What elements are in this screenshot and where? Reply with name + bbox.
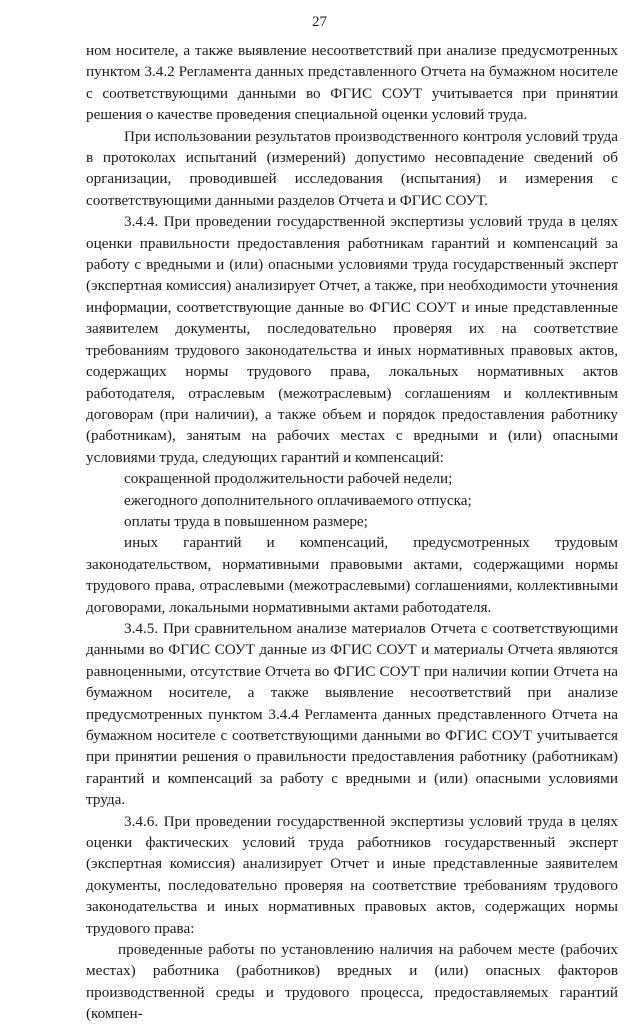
paragraph-production-control: При использовании результатов производственного контроля условий труда в протоколах испытаний (измерений) допустимо несовпадение сведений об организации, проводившей исследования (испытания) и измерения с соответствующими данными разделов Отчета и ФГИС СОУТ. — [86, 127, 618, 209]
paragraph-work-performed: проведенные работы по установлению наличия на рабочем месте (рабочих местах) работника (работников) вредных и (или) опасных факторов производственной среды и трудового процесса, предоставляемых гарантий (компен- — [86, 941, 618, 1023]
list-item-increased-pay: оплаты труда в повышенном размере; — [124, 512, 368, 530]
list-item-extra-leave: ежегодного дополнительного оплачиваемого отпуска; — [124, 491, 472, 509]
paragraph-3-4-4: 3.4.4. При проведении государственной экспертизы условий труда в целях оценки правильности предоставления работникам гарантий и компенсаций за работу с вредными и (или) опасными условиями труда государственный эксперт (экспертная комиссия) анализирует Отчет, а также, при необходимости уточнения информации, соответствующие данные во ФГИС СОУТ и иные представленные заявителем документы, последовательно проверяя их на соответствие требованиям трудового законодательства и иных нормативных правовых актов, содержащих нормы трудового права, локальных нормативных актов работодателя, отраслевым (межотраслевым) соглашениям и коллективным договорам (при наличии), а также объем и порядок предоставления работнику (работникам), занятым на рабочих местах с вредными и (или) опасными условиями труда, следующих гарантий и компенсаций: — [86, 213, 618, 466]
list-item-short-week: сокращенной продолжительности рабочей недели; — [124, 470, 453, 488]
list-item-other-guarantees: иных гарантий и компенсаций, предусмотренных трудовым законодательством, нормативными правовыми актами, содержащими нормы трудового права, отраслевыми (межотраслевыми) соглашениями, коллективными договорами, локальными нормативными актами работодателя. — [86, 534, 618, 616]
document-body — [86, 40, 618, 1025]
paragraph-3-4-5: 3.4.5. При сравнительном анализе материалов Отчета с соответствующими данными во ФГИС СОУТ данные из ФГИС СОУТ и материалы Отчета являются равноценными, отсутствие Отчета во ФГИС СОУТ при наличии копии Отчета на бумажном носителе, а также выявление несоответствий при анализе предусмотренных пунктом 3.4.4 Регламента данных представленного Отчета на бумажном носителе с соответствующими данными во ФГИС СОУТ учитывается при принятии решения о правильности предоставления работнику (работникам) гарантий и компенсаций за работу с вредными и (или) опасными условиями труда. — [86, 619, 618, 809]
paragraph-3-4-6: 3.4.6. При проведении государственной экспертизы условий труда в целях оценки фактических условий труда работников государственный эксперт (экспертная комиссия) анализирует Отчет и иные представленные заявителем документы, последовательно проверяя на соответствие требованиям трудового законодательства и иных нормативных правовых актов, содержащих нормы трудового права: — [86, 812, 618, 937]
paragraph-continuation: ном носителе, а также выявление несоответствий при анализе предусмотренных пунктом 3.4.2 Регламента данных представленного Отчета на бумажном носителе с соответствующими данными во ФГИС СОУТ учитывается при принятии решения о качестве проведения специальной оценки условий труда. — [86, 42, 618, 124]
page-number: 27 — [312, 14, 327, 30]
